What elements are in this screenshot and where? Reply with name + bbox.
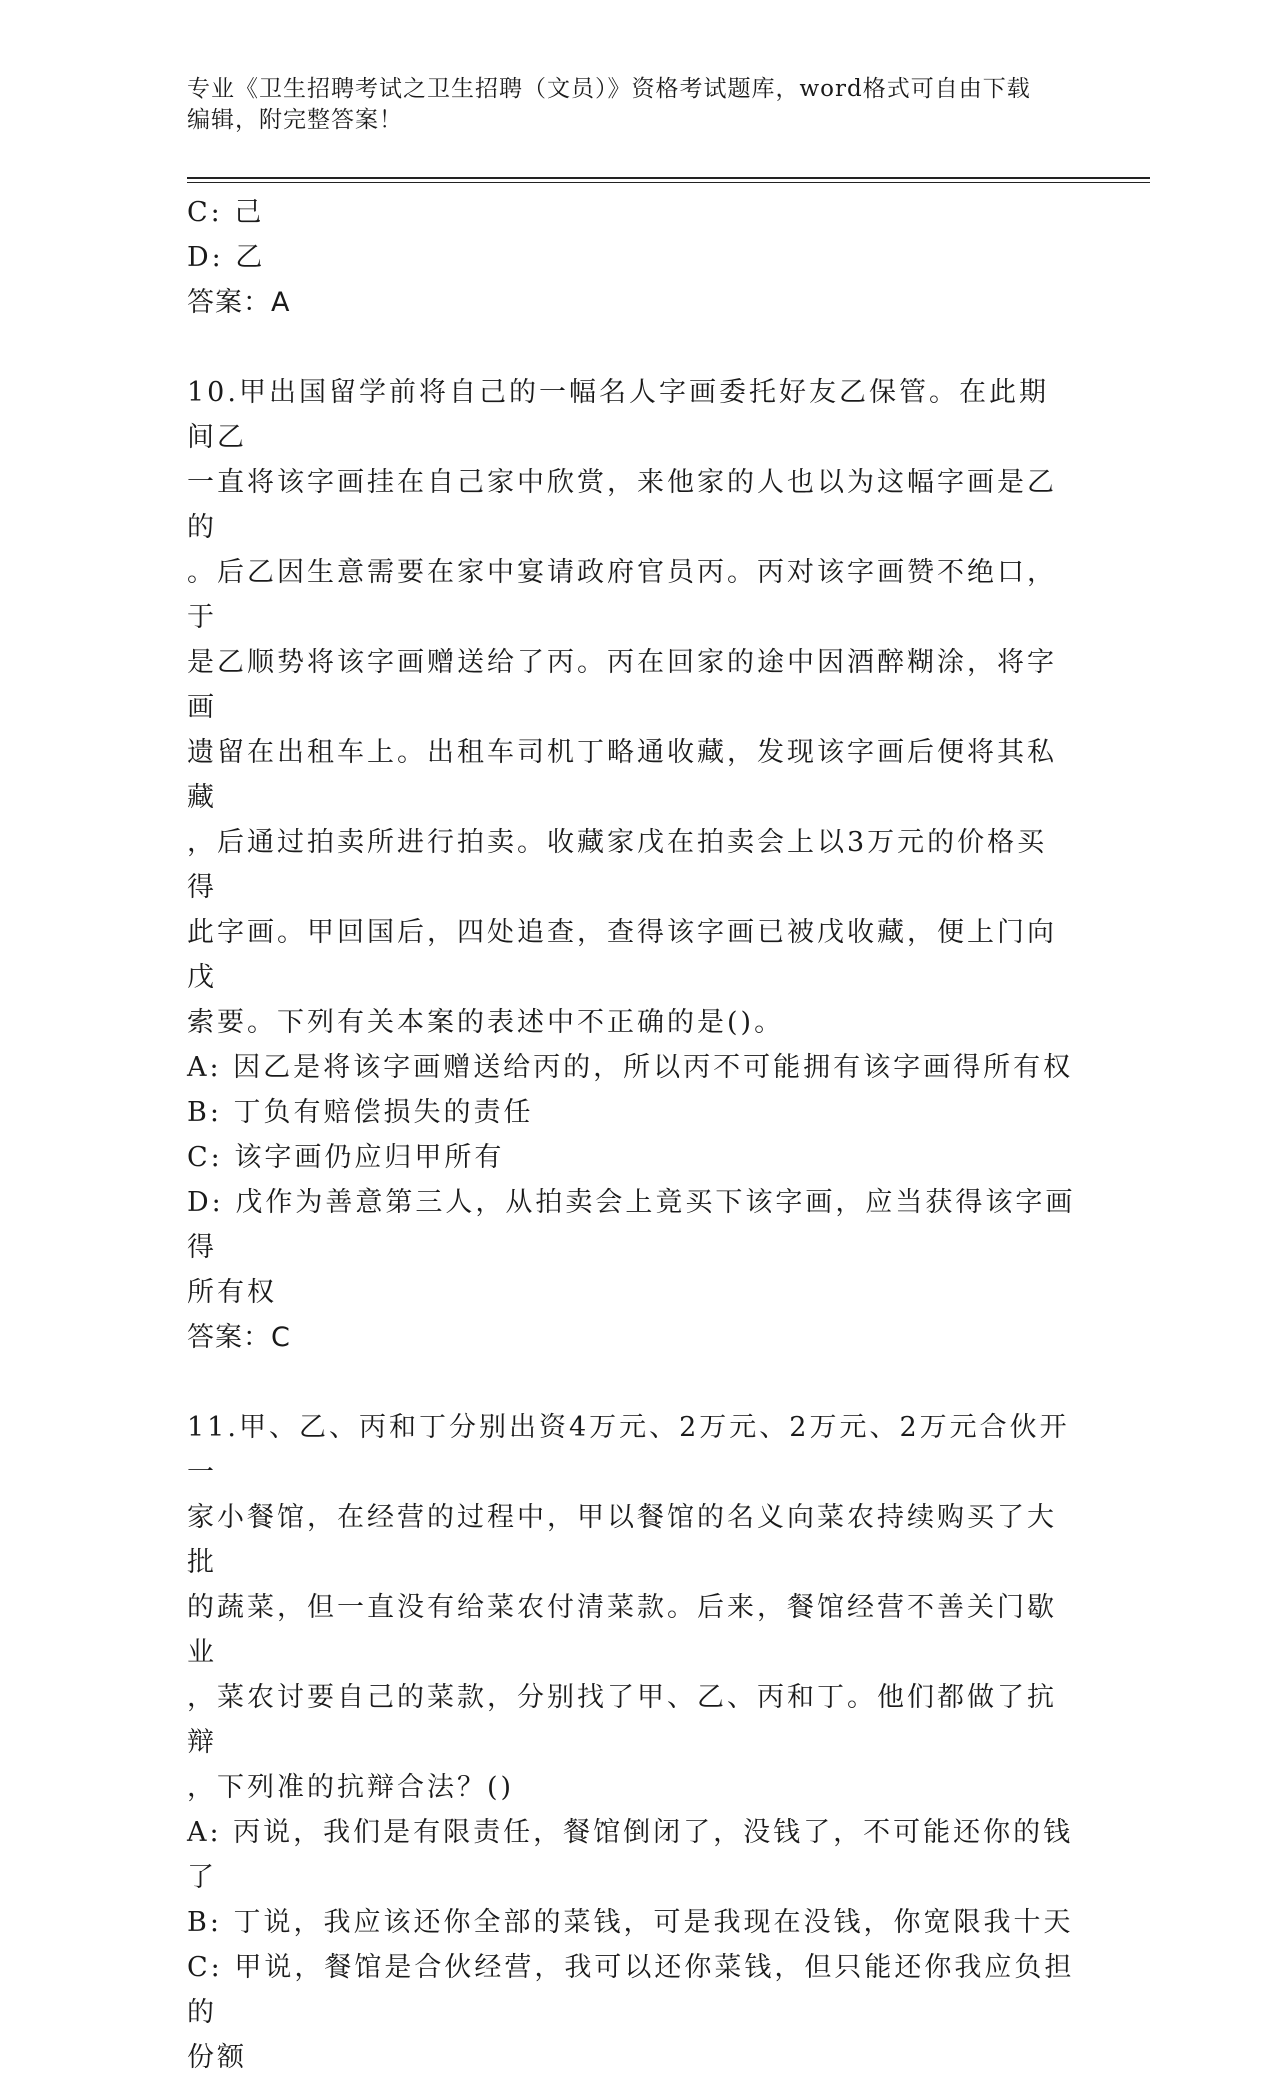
question-stem-line: 11.甲、乙、丙和丁分别出资4万元、2万元、2万元、2万元合伙开一 xyxy=(187,1412,1070,1488)
question-stem-line: ，后通过拍卖所进行拍卖。收藏家戊在拍卖会上以3万元的价格买得 xyxy=(187,827,1048,903)
option-d-continued: 所有权 xyxy=(187,1277,277,1308)
option-c: C: 甲说，餐馆是合伙经营，我可以还你菜钱，但只能还你我应负担的 xyxy=(187,1952,1075,2028)
question-stem-line: 一直将该字画挂在自己家中欣赏，来他家的人也以为这幅字画是乙的 xyxy=(187,467,1057,543)
option-d: D: 乙 xyxy=(187,242,266,273)
answer-line: 答案：A xyxy=(187,287,291,318)
prev-question xyxy=(187,190,1077,325)
question-11 xyxy=(187,1405,1077,2080)
answer-line: 答案：C xyxy=(187,1322,291,1353)
question-stem-line: 的蔬菜，但一直没有给菜农付清菜款。后来，餐馆经营不善关门歇业 xyxy=(187,1592,1057,1668)
question-stem-line: 家小餐馆，在经营的过程中，甲以餐馆的名义向菜农持续购买了大批 xyxy=(187,1502,1057,1578)
question-stem-line: 此字画。甲回国后，四处追查，查得该字画已被戊收藏，便上门向戊 xyxy=(187,917,1057,993)
option-a: A: 因乙是将该字画赠送给丙的，所以丙不可能拥有该字画得所有权 xyxy=(187,1052,1074,1083)
header-rule-thick xyxy=(187,177,1150,179)
spacer xyxy=(187,325,1077,370)
question-stem-line: ，菜农讨要自己的菜款，分别找了甲、乙、丙和丁。他们都做了抗辩 xyxy=(187,1682,1057,1758)
question-10 xyxy=(187,370,1077,1360)
option-c: C: 该字画仍应归甲所有 xyxy=(187,1142,505,1173)
page-header xyxy=(187,74,1067,136)
header-rule-thin xyxy=(187,182,1150,183)
option-b: B: 丁说，我应该还你全部的菜钱，可是我现在没钱，你宽限我十天 xyxy=(187,1907,1074,1938)
option-c-continued: 份额 xyxy=(187,2042,247,2073)
question-stem-line: 索要。下列有关本案的表述中不正确的是()。 xyxy=(187,1007,785,1038)
page-content xyxy=(187,190,1077,2080)
option-a: A: 丙说，我们是有限责任，餐馆倒闭了，没钱了，不可能还你的钱了 xyxy=(187,1817,1074,1893)
header-line-1: 专业《卫生招聘考试之卫生招聘（文员）》资格考试题库，word格式可自由下载 xyxy=(187,76,1031,102)
question-stem-line: ，下列准的抗辩合法？() xyxy=(187,1772,515,1803)
spacer xyxy=(187,1360,1077,1405)
question-stem-line: 10.甲出国留学前将自己的一幅名人字画委托好友乙保管。在此期间乙 xyxy=(187,377,1049,453)
header-line-2: 编辑，附完整答案！ xyxy=(187,107,403,133)
option-c: C: 己 xyxy=(187,197,265,228)
option-d: D: 戊作为善意第三人，从拍卖会上竟买下该字画，应当获得该字画得 xyxy=(187,1187,1076,1263)
question-stem-line: 是乙顺势将该字画赠送给了丙。丙在回家的途中因酒醉糊涂，将字画 xyxy=(187,647,1057,723)
question-stem-line: 。后乙因生意需要在家中宴请政府官员丙。丙对该字画赞不绝口，于 xyxy=(187,557,1057,633)
option-b: B: 丁负有赔偿损失的责任 xyxy=(187,1097,534,1128)
question-stem-line: 遗留在出租车上。出租车司机丁略通收藏，发现该字画后便将其私藏 xyxy=(187,737,1057,813)
